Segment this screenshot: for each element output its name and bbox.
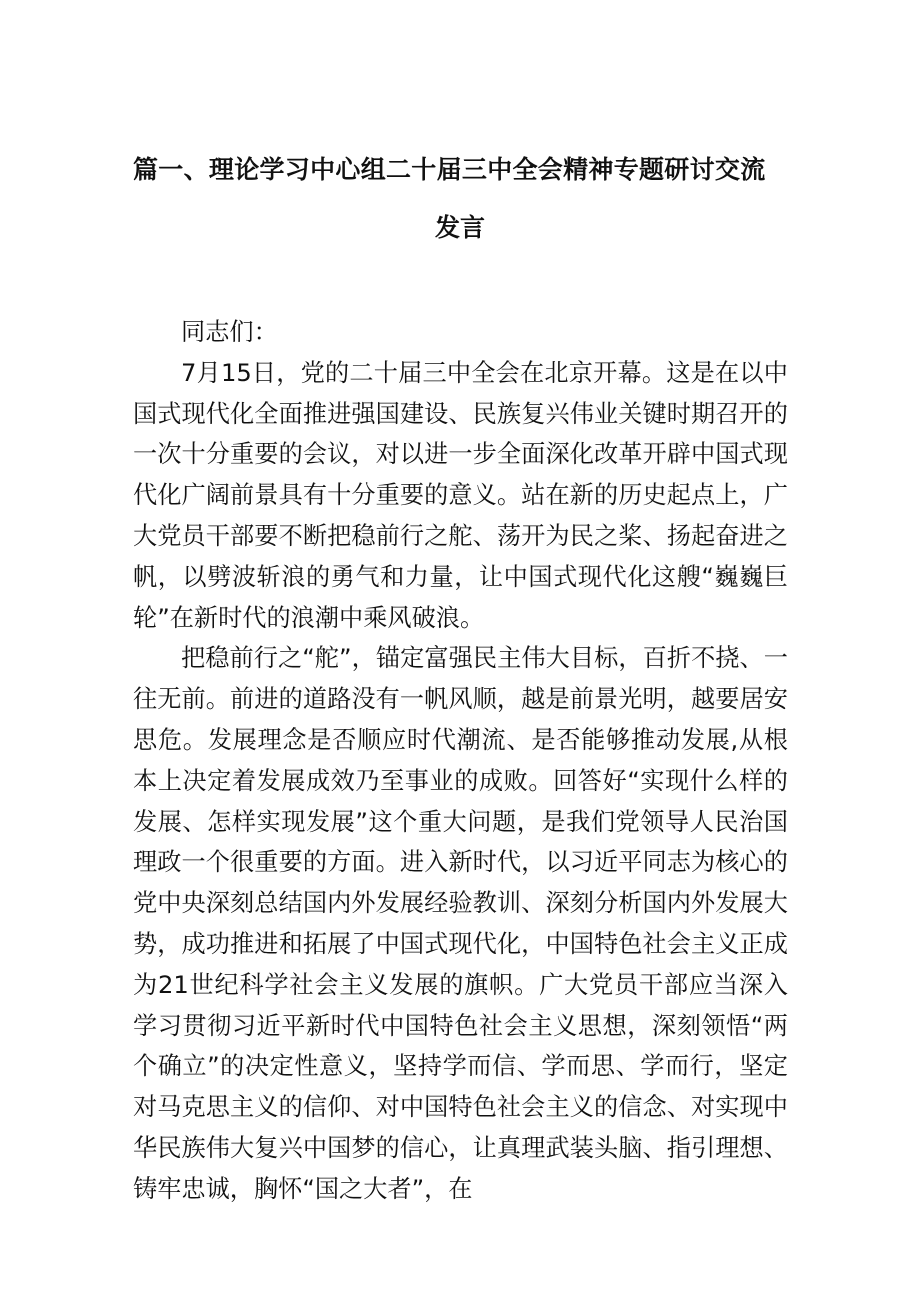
document-title-line-2: 发言 [434,213,485,242]
paragraph-1: 7月15日，党的二十届三中全会在北京开幕。这是在以中国式现代化全面推进强国建设、民族复兴伟业关键时期召开的一次十分重要的会议，对以进一步全面深化改革开辟中国式现代化广阔前景具有十分重要的意义。站在新的历史起点上，广大党员干部要不断把稳前行之舵、荡开为民之桨、扬起奋进之帆，以劈波斩浪的勇气和力量，让中国式现代化这艘“巍巍巨轮”在新时代的浪潮中乘风破浪。 [133,358,788,632]
document-title-line-1: 篇一、理论学习中心组二十届三中全会精神专题研讨交流 [133,155,766,184]
salutation: 同志们： [181,318,278,346]
document-body [133,312,788,1210]
paragraph-2: 把稳前行之“舵”，锚定富强民主伟大目标，百折不挠、一往无前。前进的道路没有一帆风顺，越是前景光明，越要居安思危。发展理念是否顺应时代潮流、是否能够推动发展,从根本上决定着发展成效乃至事业的成败。回答好“实现什么样的发展、怎样实现发展”这个重大问题，是我们党领导人民治国理政一个很重要的方面。进入新时代，以习近平同志为核心的党中央深刻总结国内外发展经验教训、深刻分析国内外发展大势，成功推进和拓展了中国式现代化，中国特色社会主义正成为21世纪科学社会主义发展的旗帜。广大党员干部应当深入学习贯彻习近平新时代中国特色社会主义思想，深刻领悟“两个确立”的决定性意义，坚持学而信、学而思、学而行，坚定对马克思主义的信仰、对中国特色社会主义的信念、对实现中华民族伟大复兴中国梦的信心，让真理武装头脑、指引理想、铸牢忠诚，胸怀“国之大者”，在 [133,644,788,1203]
